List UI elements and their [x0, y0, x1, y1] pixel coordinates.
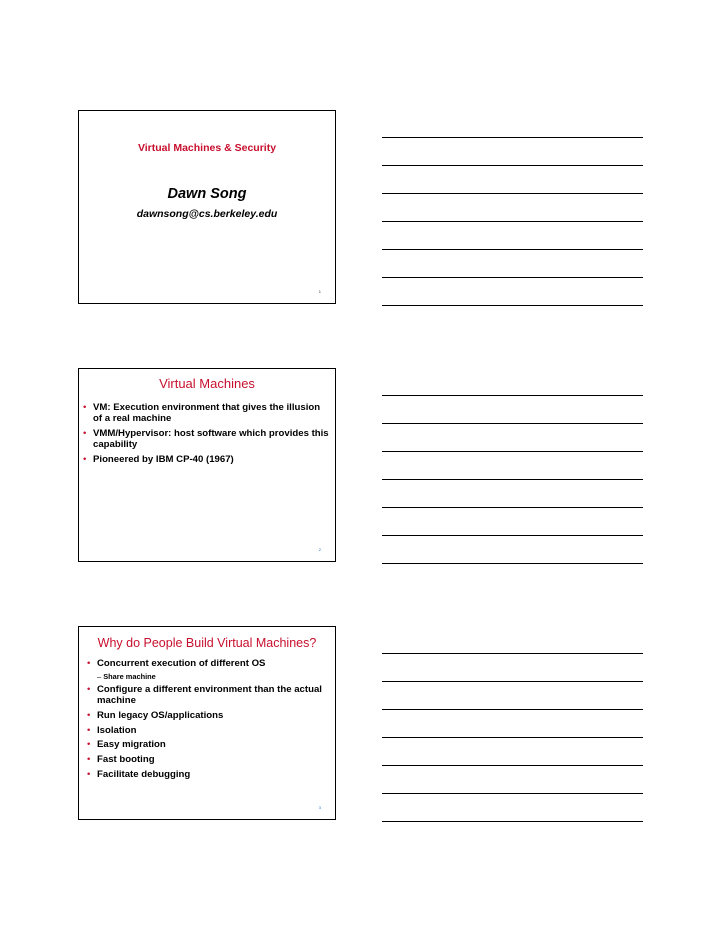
bullet-icon: •	[87, 739, 91, 751]
note-line	[382, 249, 643, 250]
bullet-icon: •	[83, 453, 87, 465]
bullet-icon: •	[83, 427, 87, 439]
list-item: • Configure a different environment than the actual machine	[87, 683, 322, 706]
slide-number: 2	[318, 547, 321, 552]
bullet-list	[83, 402, 331, 468]
dash-icon: –	[97, 671, 102, 681]
note-line	[382, 165, 643, 166]
note-line	[382, 423, 643, 424]
slide-1-title: Virtual Machines & Security	[137, 142, 277, 154]
bullet-icon: •	[87, 709, 91, 721]
list-item: • Concurrent execution of different OS	[87, 658, 266, 669]
note-line	[382, 221, 643, 222]
author-name: Dawn Song	[167, 186, 247, 202]
note-line	[382, 653, 643, 654]
list-item: • Pioneered by IBM CP-40 (1967)	[83, 453, 234, 465]
bullet-icon: •	[87, 724, 91, 736]
slide-3	[78, 626, 336, 820]
note-line	[382, 563, 643, 564]
slide-number: 3	[318, 805, 321, 810]
slide-2	[78, 368, 336, 562]
list-item: • Fast booting	[87, 754, 155, 766]
author-email: dawnsong@cs.berkeley.edu	[136, 208, 278, 220]
note-line	[382, 479, 643, 480]
bullet-list	[87, 658, 331, 784]
sub-list-item: – Share machine	[97, 671, 156, 681]
list-item: • Run legacy OS/applications	[87, 709, 224, 721]
note-line	[382, 395, 643, 396]
bullet-icon: •	[83, 402, 87, 413]
note-line	[382, 737, 643, 738]
slide-2-title: Virtual Machines	[159, 376, 255, 391]
bullet-icon: •	[87, 658, 91, 669]
note-line	[382, 507, 643, 508]
note-line	[382, 821, 643, 822]
bullet-icon: •	[87, 683, 91, 695]
note-line	[382, 451, 643, 452]
list-item: • VMM/Hypervisor: host software which provides this capability	[83, 427, 329, 450]
note-line	[382, 765, 643, 766]
list-item: • Facilitate debugging	[87, 768, 191, 780]
list-item: • Easy migration	[87, 739, 166, 751]
slide-1	[78, 110, 336, 304]
note-line	[382, 277, 643, 278]
note-line	[382, 535, 643, 536]
note-line	[382, 681, 643, 682]
bullet-icon: •	[87, 754, 91, 766]
bullet-icon: •	[87, 768, 91, 780]
note-line	[382, 137, 643, 138]
list-item: • VM: Execution environment that gives the illusion of a real machine	[83, 402, 321, 425]
note-line	[382, 793, 643, 794]
note-line	[382, 709, 643, 710]
list-item: • Isolation	[87, 724, 137, 736]
note-line	[382, 193, 643, 194]
slide-number: 1	[318, 289, 321, 294]
slide-3-title: Why do People Build Virtual Machines?	[97, 636, 317, 650]
note-line	[382, 305, 643, 306]
